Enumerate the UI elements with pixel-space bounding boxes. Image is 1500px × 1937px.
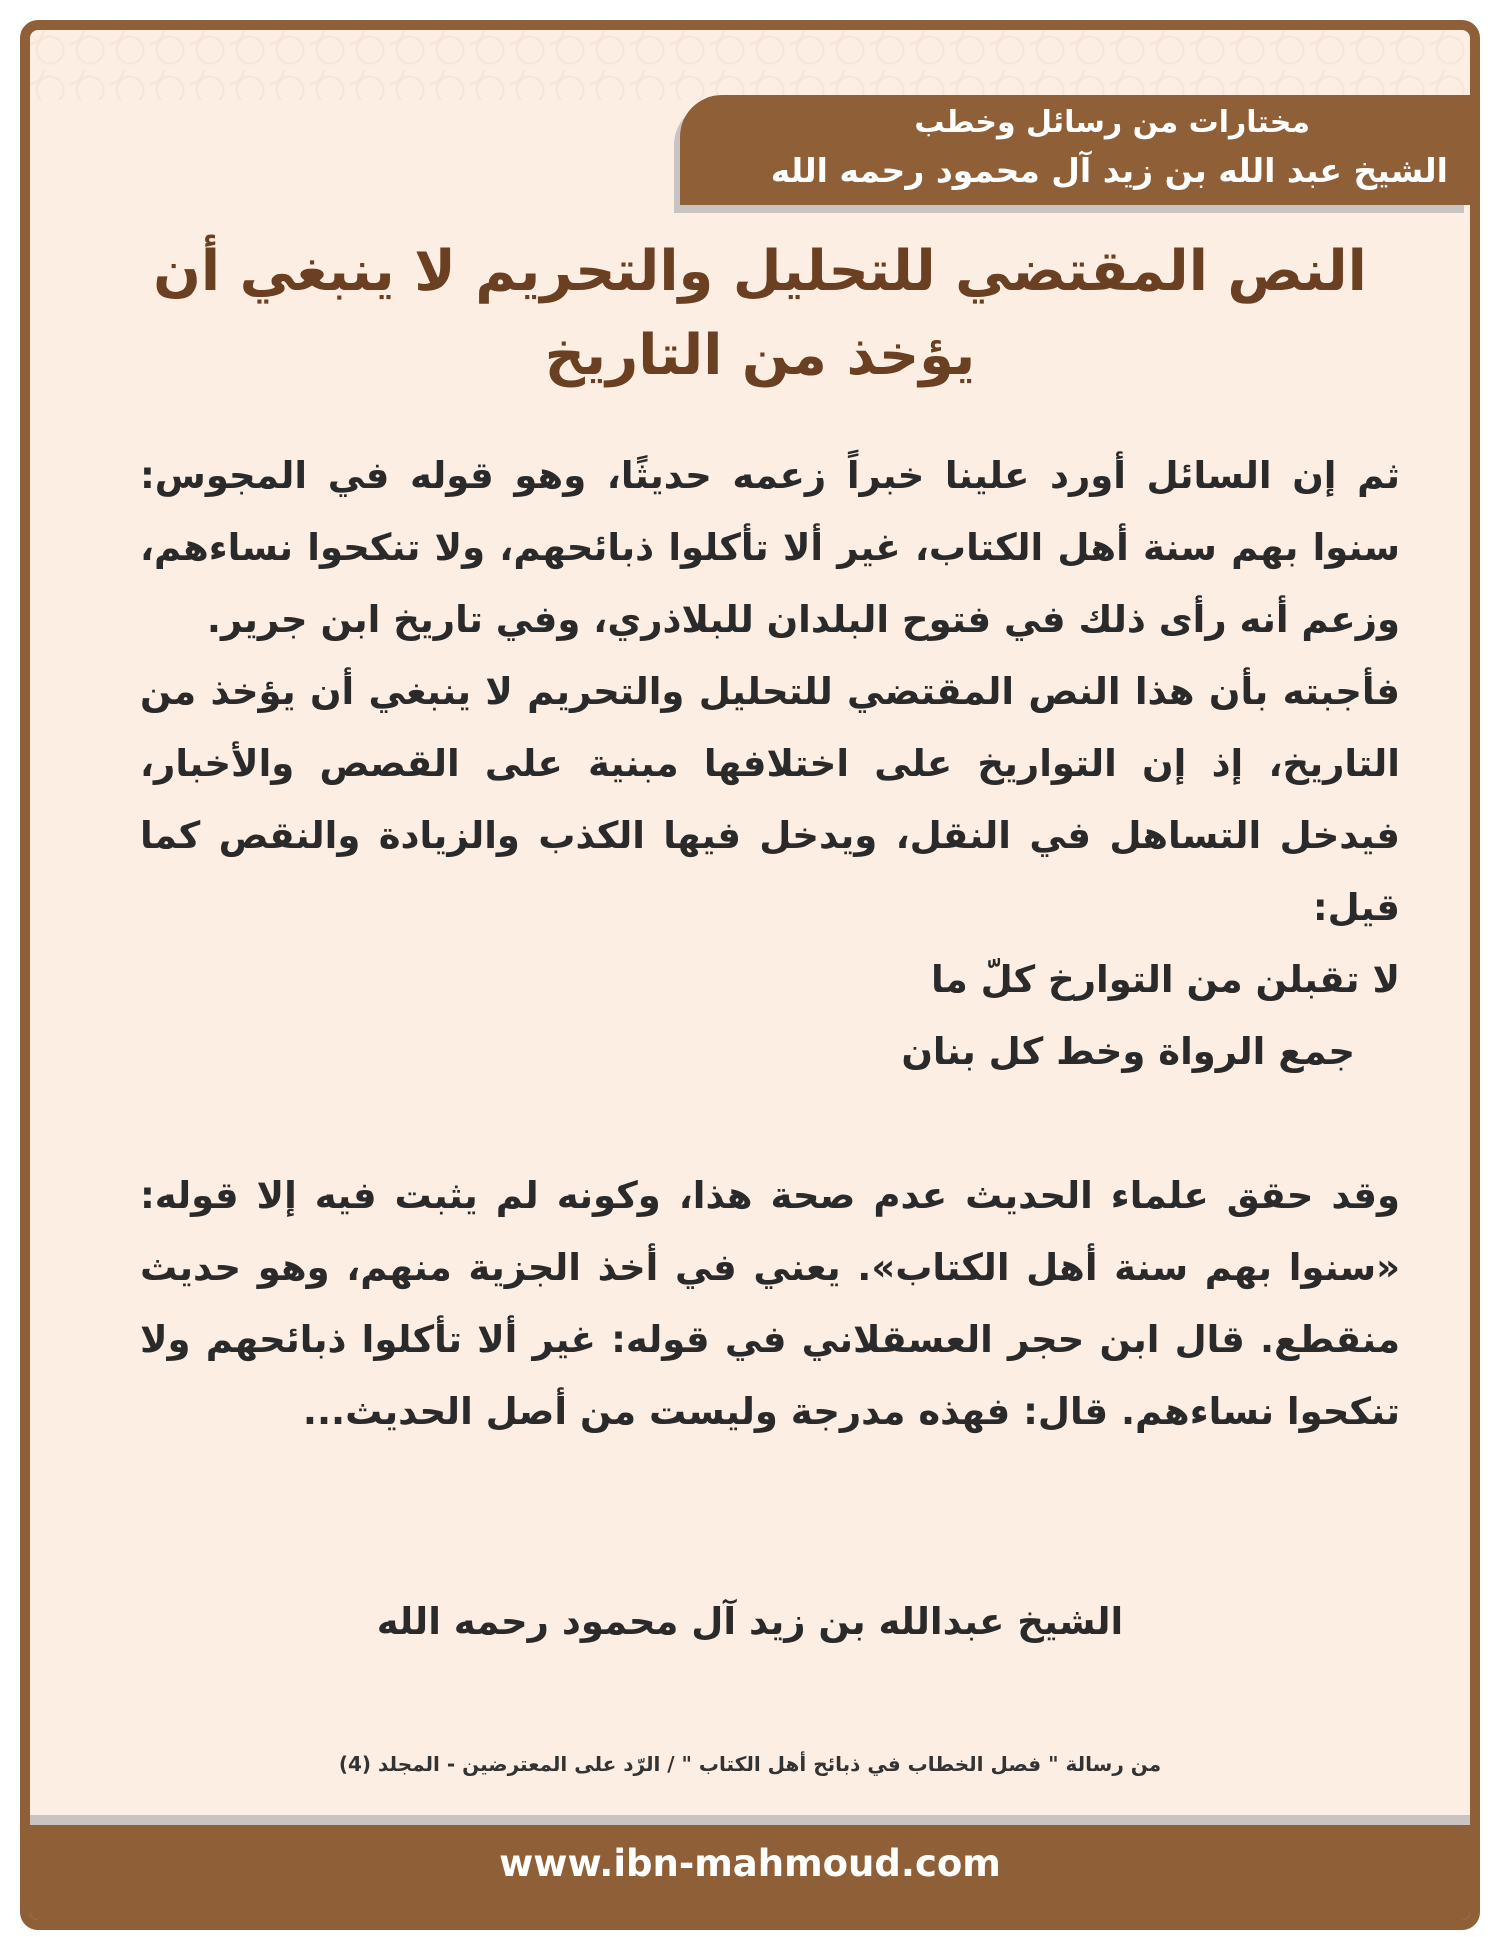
verse-line-1: لا تقبلن من التوارخ كلّ ما — [930, 958, 1400, 1001]
footer-shadow — [30, 1815, 1470, 1825]
paragraph-gap — [140, 1088, 1400, 1160]
article-body — [140, 440, 1400, 1448]
header-band — [680, 95, 1470, 205]
page-title: النص المقتضي للتحليل والتحريم لا ينبغي أن يؤخذ من التاريخ — [153, 239, 1367, 388]
paragraph-3: وقد حقق علماء الحديث عدم صحة هذا، وكونه لم يثبت فيه إلا قوله: «سنوا بهم سنة أهل الكتاب». يعني في أخذ الجزية منهم، وهو حديث منقطع. قال ابن حجر العسقلاني في قوله: غير ألا تأكلوا ذبائحهم ولا تنكحوا نساءهم. قال: فهذه مدرجة وليست من أصل الحديث... — [140, 1174, 1400, 1433]
paragraph-2: فأجبته بأن هذا النص المقتضي للتحليل والتحريم لا ينبغي أن يؤخذ من التاريخ، إذ إن التواريخ على اختلافها مبنية على القصص والأخبار، فيدخل التساهل في النقل، ويدخل فيها الكذب والزيادة والنقص كما قيل: — [140, 670, 1400, 929]
verse-line-2: جمع الرواة وخط كل بنان — [901, 1030, 1355, 1073]
footer-band — [30, 1825, 1470, 1920]
author-signature: الشيخ عبدالله بن زيد آل محمود رحمه الله — [376, 1600, 1124, 1643]
paragraph-1: ثم إن السائل أورد علينا خبراً زعمه حديثًا، وهو قوله في المجوس: سنوا بهم سنة أهل الكتاب، غير ألا تأكلوا ذبائحهم، ولا تنكحوا نساءهم، وزعم أنه رأى ذلك في فتوح البلدان للبلاذري، وفي تاريخ ابن جرير. — [140, 454, 1400, 641]
decorative-pattern — [30, 30, 1470, 100]
header-series-title: مختارات من رسائل وخطب — [914, 105, 1310, 140]
page-frame — [20, 20, 1480, 1930]
source-citation: من رسالة " فصل الخطاب في ذبائح أهل الكتاب " / الرّد على المعترضين - المجلد (4) — [338, 1752, 1162, 1776]
website-link[interactable]: www.ibn-mahmoud.com — [499, 1842, 1001, 1885]
header-author: الشيخ عبد الله بن زيد آل محمود رحمه الله — [770, 151, 1448, 190]
